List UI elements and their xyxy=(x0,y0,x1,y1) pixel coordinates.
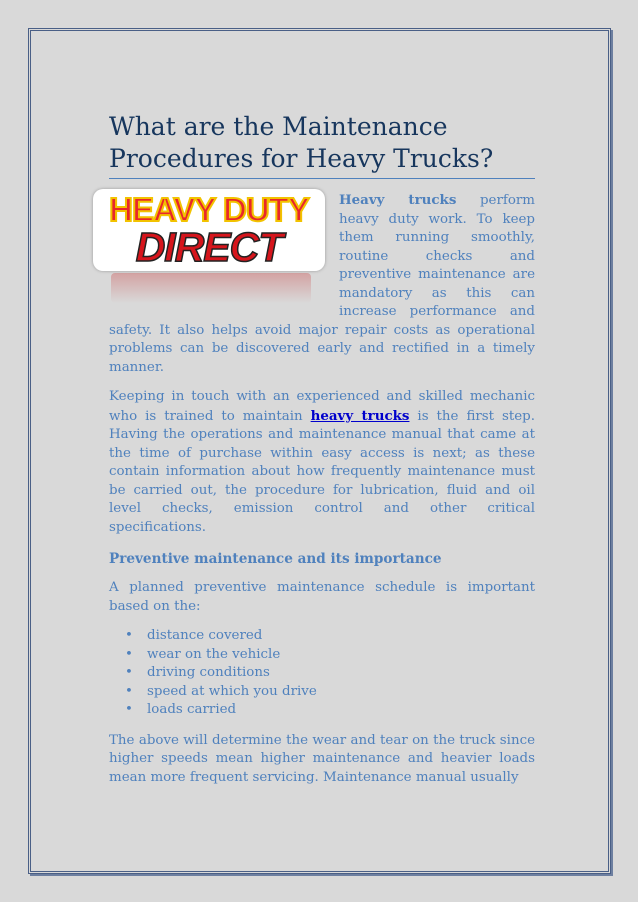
list-item xyxy=(125,701,535,720)
page-title: What are the Maintenance Procedures for Heavy Trucks? xyxy=(109,111,535,179)
list-item-text: wear on the vehicle xyxy=(147,646,281,662)
para2-text-before: Keeping in touch with an experienced and skilled mechanic who is trained to maintain xyxy=(109,389,535,424)
bullet-icon: • xyxy=(125,665,133,680)
article-body xyxy=(109,111,535,798)
list-item xyxy=(125,664,535,683)
list-item xyxy=(125,627,535,646)
section-heading: Preventive maintenance and its importance xyxy=(109,551,442,567)
schedule-paragraph: A planned preventive maintenance schedule is important based on the: xyxy=(109,580,535,614)
list-item xyxy=(125,683,535,702)
list-item-text: driving conditions xyxy=(147,665,270,680)
logo-text-line1: HEAVY DUTY xyxy=(109,191,309,228)
logo-text-line2: DIRECT xyxy=(135,224,283,270)
bullet-icon: • xyxy=(125,646,133,662)
bullet-icon: • xyxy=(125,683,133,699)
list-item xyxy=(125,646,535,665)
list-item-text: loads carried xyxy=(147,702,237,717)
heavy-trucks-link[interactable]: heavy trucks xyxy=(310,407,410,424)
heavy-duty-direct-logo xyxy=(93,189,329,307)
document-page xyxy=(28,28,611,874)
factors-list xyxy=(109,627,535,720)
logo-plate xyxy=(93,189,325,271)
intro-text: perform heavy duty work. To keep them running smoothly, routine checks and preventive maintenance are mandatory as this can increase performance and safety. It also helps avoid major repair costs as operational problems can be discovered early and rectified in a timely manner. xyxy=(109,193,535,375)
list-item-text: distance covered xyxy=(147,628,263,643)
bullet-icon: • xyxy=(125,628,133,643)
logo-reflection xyxy=(111,273,311,303)
mechanic-paragraph xyxy=(109,388,535,537)
wear-paragraph: The above will determine the wear and tear on the truck since higher speeds mean higher maintenance and heavier loads mean more frequent servicing. Maintenance manual usually xyxy=(109,732,535,785)
intro-bold-text: Heavy trucks xyxy=(339,192,457,208)
para2-text-after: is the first step. Having the operations and maintenance manual that came at the time of purchase within easy access is next; as these contain information about how frequently maintenance must be carried out, the procedure for lubrication, fluid and oil level checks, emission control and other critical specifications. xyxy=(109,408,536,535)
bullet-icon: • xyxy=(125,702,133,717)
list-item-text: speed at which you drive xyxy=(147,683,317,699)
